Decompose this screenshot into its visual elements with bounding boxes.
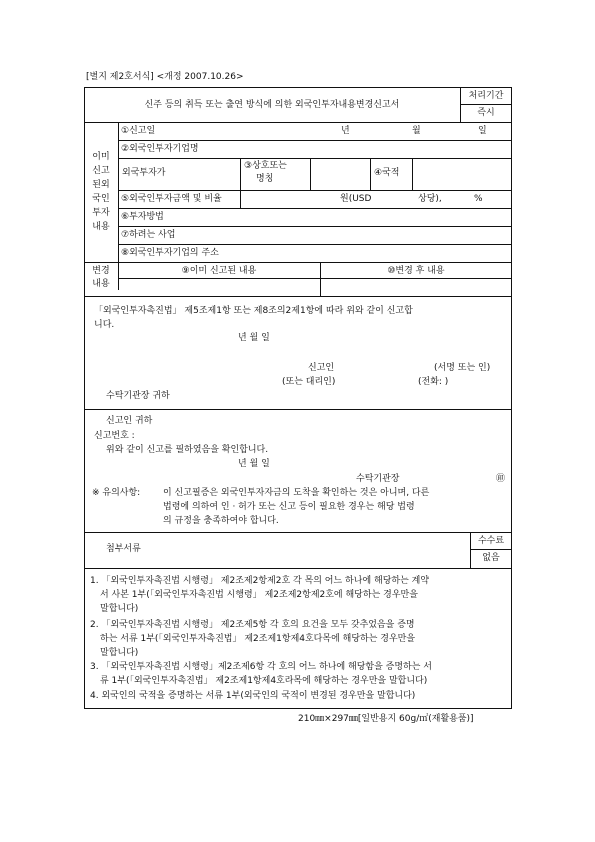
declaration-text-line2: 니다. bbox=[94, 320, 115, 330]
investment-percent-label: % bbox=[474, 194, 483, 204]
attachment-item-4: 4. 외국인의 국적을 증명하는 서류 1부(외국인의 국적이 변경된 경우만을 말합니다) bbox=[90, 691, 416, 701]
confirmation-text: 위와 같이 신고를 필하였음을 확인합니다. bbox=[106, 445, 269, 455]
attachment-item-2: 2. 「외국인투자촉진법 시행령」 제2조제5항 각 호의 요건을 모두 갖추었음을 증명 하는 서류 1부(「외국인투자촉진법」 제2조제1항제4호다목에 해당하는 경우만을 말합니다) bbox=[90, 620, 416, 658]
agent-label: (또는 대리인) bbox=[282, 377, 336, 387]
declaration-text-line1: 「외국인투자촉진법」 제5조제1항 또는 제8조의2제1항에 따라 위와 같이 신고합 bbox=[94, 306, 413, 316]
certificate-date: 년 월 일 bbox=[238, 459, 270, 469]
paper-spec: 210㎜×297㎜[일반용지 60g/㎡(재활용품)] bbox=[298, 714, 474, 724]
trade-name-label-line2: 명칭 bbox=[256, 174, 274, 184]
attachment-item-1: 1. 「외국인투자촉진법 시행령」 제2조제2항제2호 각 목의 어느 하나에 해당하는 계약 서 사본 1부(「외국인투자촉진법 시행령」 제2조제2항제2호에 해당하는 경우만을 말합니다) bbox=[90, 576, 430, 614]
investment-equiv-label: 상당), bbox=[418, 194, 442, 204]
attachments-label: 첨부서류 bbox=[106, 544, 141, 554]
certificate-addressee: 신고인 귀하 bbox=[106, 416, 153, 426]
intended-business-label: ⑦하려는 사업 bbox=[121, 230, 176, 240]
before-change-label: ⑨이미 신고된 내용 bbox=[181, 266, 257, 276]
reported-section-label: 이미 신고 된외 국인 투자 내용 bbox=[92, 152, 110, 232]
foreign-investor-label: 외국투자가 bbox=[122, 168, 166, 178]
change-section-label-line2: 내용 bbox=[92, 279, 110, 289]
investment-amount-label: ⑤외국인투자금액 및 비율 bbox=[121, 194, 222, 204]
applicant-label: 신고인 bbox=[308, 363, 335, 373]
note-line3: 의 규정을 충족하여야 합니다. bbox=[163, 516, 279, 526]
report-date-label: ①신고일 bbox=[121, 126, 156, 136]
declaration-date: 년 월 일 bbox=[238, 333, 270, 343]
fee-label: 수수료 bbox=[477, 536, 505, 546]
declaration-addressee: 수탁기관장 귀하 bbox=[106, 391, 170, 401]
fee-value: 없음 bbox=[482, 553, 500, 563]
after-change-label: ⑩변경 후 내용 bbox=[387, 266, 445, 276]
report-date-month: 월 bbox=[412, 126, 421, 136]
note-line1: 이 신고필증은 외국인투자자금의 도착을 확인하는 것은 아니며, 다른 bbox=[163, 488, 430, 498]
report-number-label: 신고번호 : bbox=[94, 431, 135, 441]
report-date-year: 년 bbox=[341, 126, 350, 136]
phone-label: (전화: ) bbox=[418, 377, 449, 387]
processing-period-label: 처리기간 bbox=[468, 91, 504, 101]
note-line2: 법령에 의하여 인 · 허가 또는 신고 등이 필요한 경우는 해당 법령 bbox=[163, 502, 415, 512]
issuer-label: 수탁기관장 bbox=[356, 474, 400, 484]
change-section-label-line1: 변경 bbox=[92, 266, 110, 276]
signature-label: (서명 또는 인) bbox=[434, 363, 491, 373]
seal-mark: ㊞ bbox=[496, 474, 506, 484]
form-title: 신주 등의 취득 또는 출연 방식에 의한 외국인투자내용변경신고서 bbox=[144, 100, 400, 110]
trade-name-label-line1: ③상호또는 bbox=[244, 161, 287, 171]
note-label: ※ 유의사항: bbox=[92, 488, 141, 498]
company-name-label: ②외국인투자기업명 bbox=[121, 144, 199, 154]
processing-period-value: 즉시 bbox=[477, 108, 495, 118]
investment-won-label: 원(USD bbox=[340, 194, 372, 204]
attachment-item-3: 3. 「외국인투자촉진법 시행령」제2조제6항 각 호의 어느 하나에 해당함을 증명하는 서 류 1부(「외국인투자촉진법」 제2조제1항제4호라목에 해당하는 경우만을 말합니다) bbox=[90, 662, 432, 686]
nationality-label: ④국적 bbox=[374, 168, 400, 178]
form-number: [별지 제2호서식] <개정 2007.10.26> bbox=[86, 72, 244, 82]
investment-method-label: ⑥투자방법 bbox=[121, 212, 164, 222]
report-date-day: 일 bbox=[478, 126, 487, 136]
company-address-label: ⑧외국인투자기업의 주소 bbox=[121, 248, 219, 258]
